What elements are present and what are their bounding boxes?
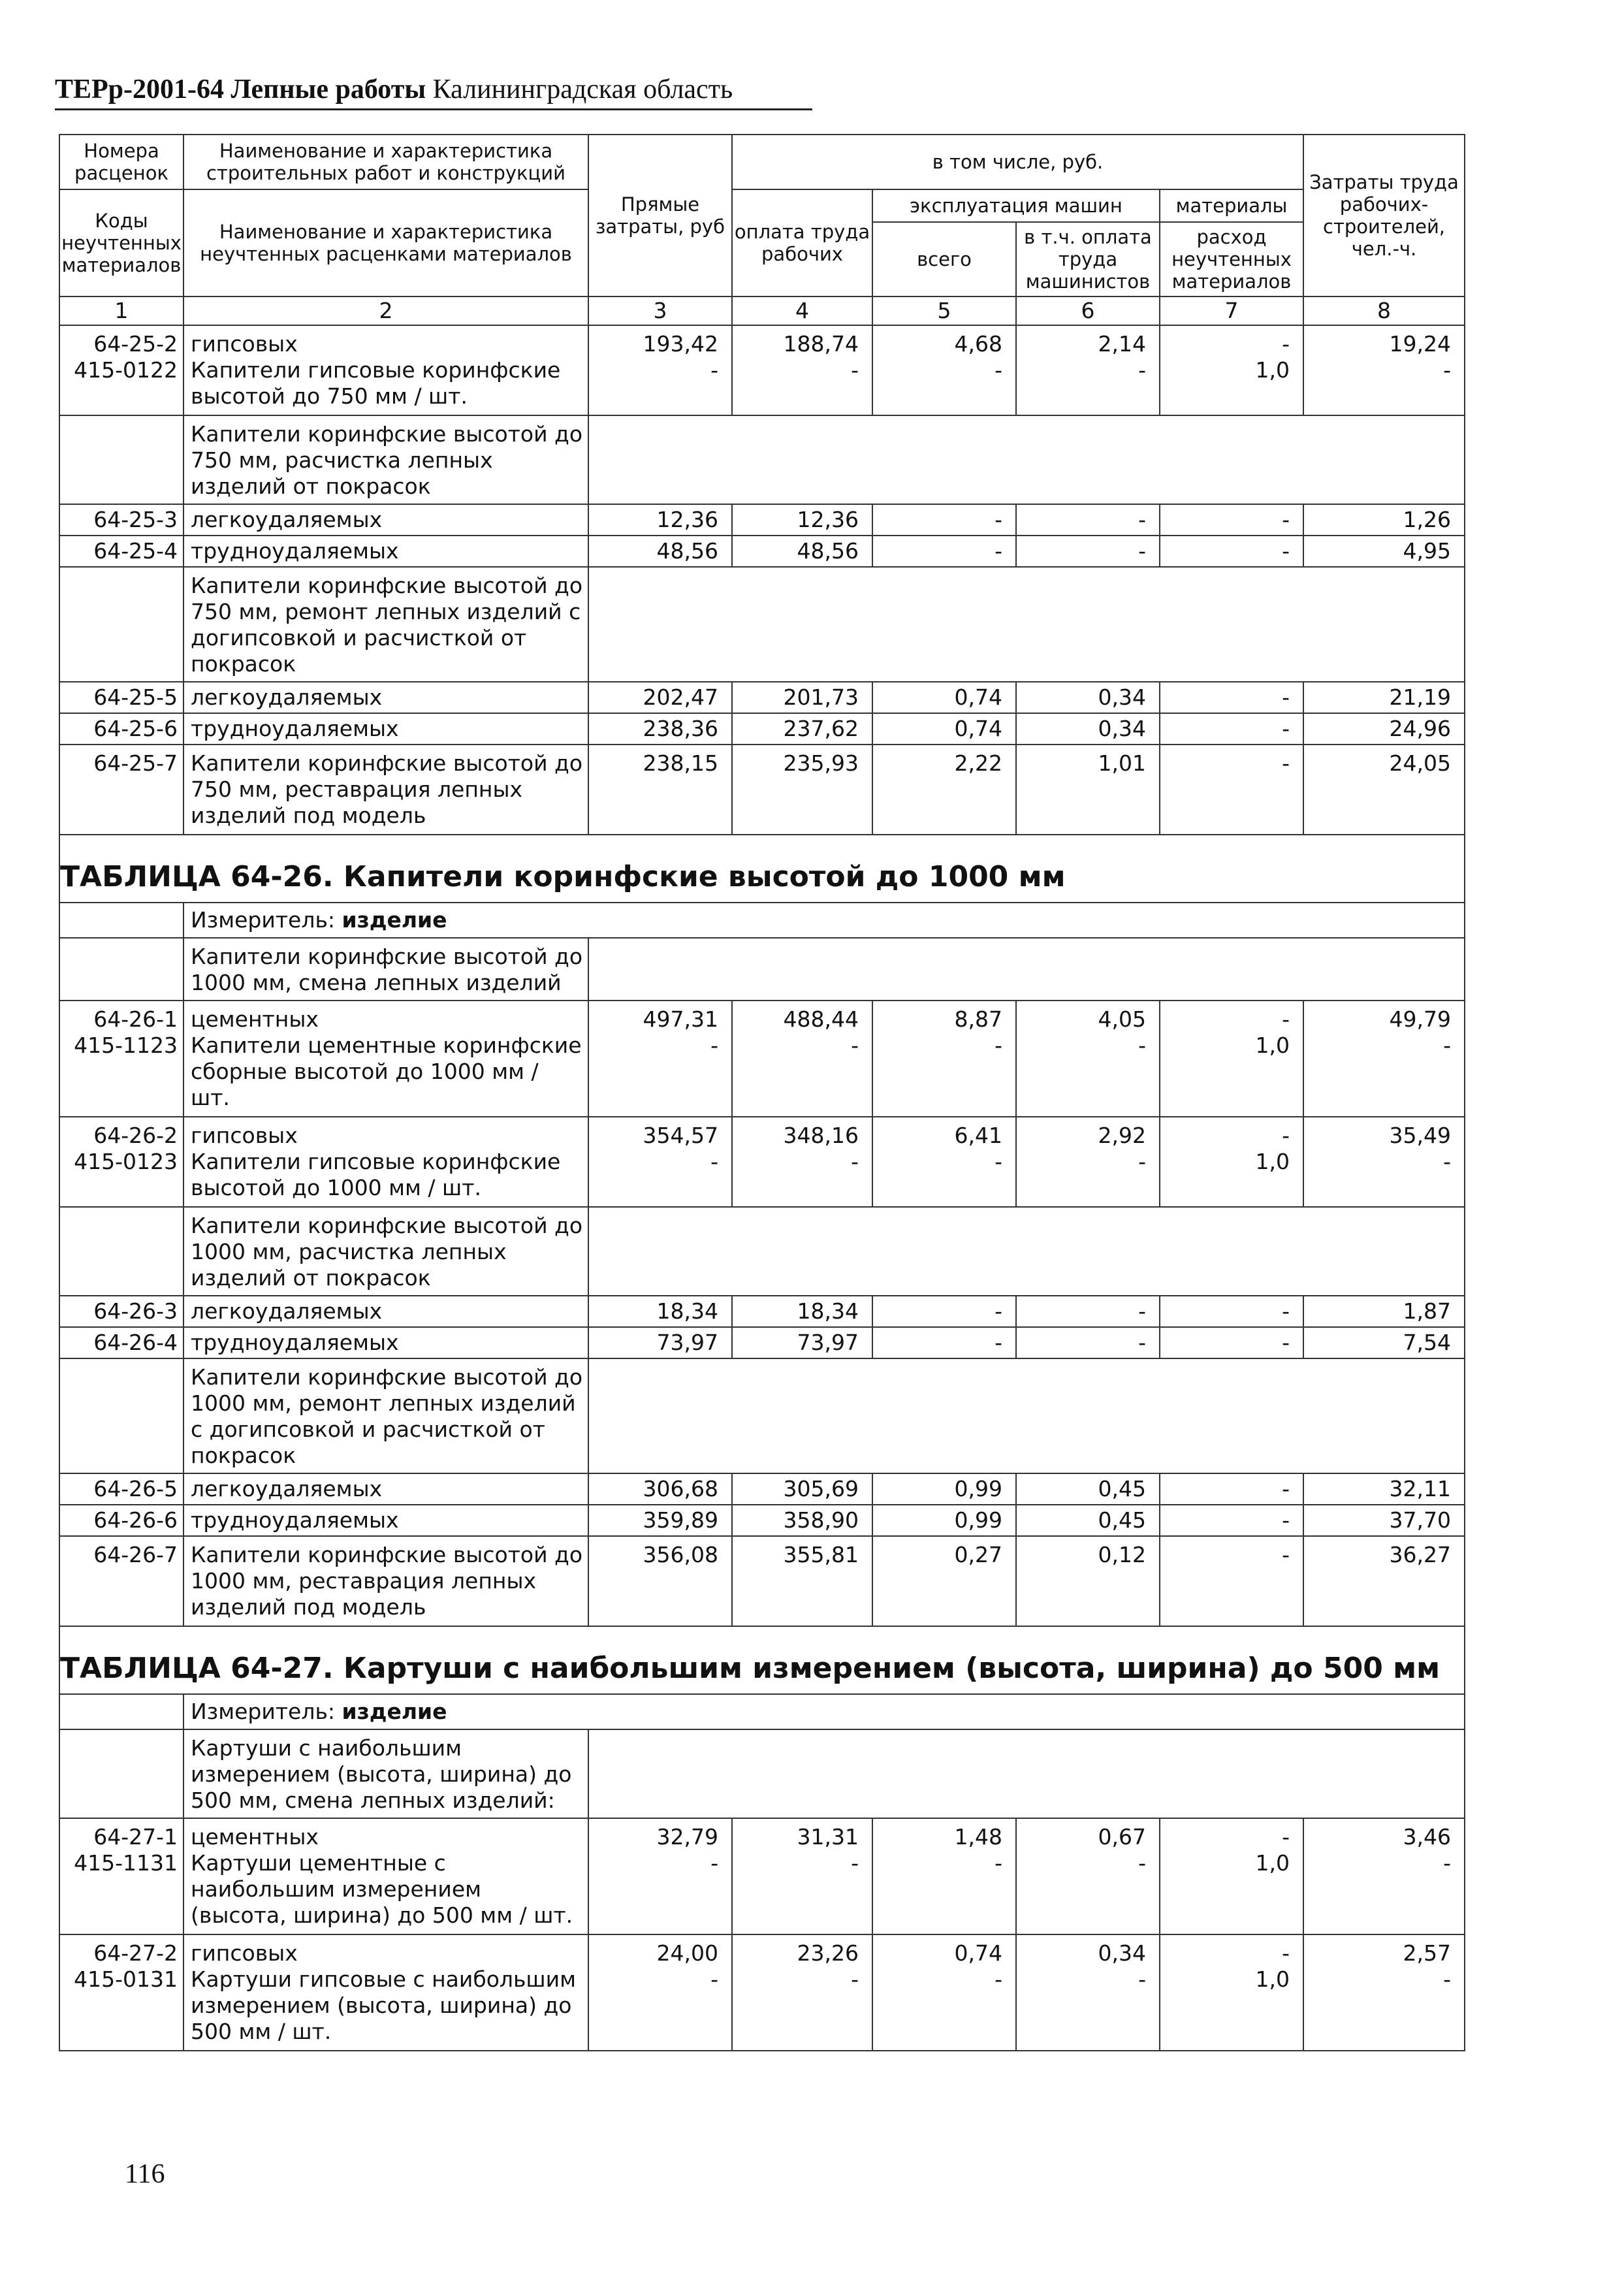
labor-costs: 35,49 — [1303, 1117, 1465, 1149]
table-row — [59, 1296, 1465, 1327]
machinist-pay: 2,14 — [1016, 325, 1160, 357]
labor-costs: 32,11 — [1303, 1473, 1465, 1505]
table-row — [59, 1505, 1465, 1536]
col-num-8: 8 — [1303, 297, 1465, 325]
direct-costs: - — [588, 1149, 732, 1207]
region-name: Калининградская область — [432, 74, 733, 104]
machinist-pay: 0,45 — [1016, 1505, 1160, 1536]
machinist-pay: - — [1016, 1033, 1160, 1117]
table-title-row — [59, 835, 1465, 903]
worker-pay: 73,97 — [732, 1327, 872, 1358]
worker-pay: 188,74 — [732, 325, 872, 357]
hdr-rate-numbers: Номера расценок — [59, 135, 183, 189]
worker-pay: 201,73 — [732, 682, 872, 713]
direct-costs: 354,57 — [588, 1117, 732, 1149]
labor-costs: 49,79 — [1303, 1001, 1465, 1033]
direct-costs: - — [588, 1850, 732, 1934]
hdr-worker-pay: оплата труда рабочих — [732, 189, 872, 297]
rate-code: 64-25-6 — [59, 713, 183, 745]
labor-costs: - — [1303, 1850, 1465, 1934]
table-row — [59, 1934, 1465, 1966]
rate-code: 64-26-4 — [59, 1327, 183, 1358]
material-consumption: - — [1160, 1536, 1303, 1626]
group-heading: Капители коринфские высотой до 750 мм, ремонт лепных изделий с догипсовкой и расчисткой от покрасок — [183, 567, 588, 682]
labor-costs: 21,19 — [1303, 682, 1465, 713]
measure-value: изделие — [342, 1699, 447, 1724]
measure-label: Измеритель: — [191, 1699, 336, 1724]
worker-pay: 237,62 — [732, 713, 872, 745]
material-consumption: - — [1160, 325, 1303, 357]
machines-total: - — [872, 504, 1016, 536]
worker-pay: 235,93 — [732, 745, 872, 835]
group-heading-row — [59, 1358, 1465, 1473]
rate-code: 64-26-3 — [59, 1296, 183, 1327]
work-name: гипсовых — [183, 325, 588, 357]
machinist-pay: 2,92 — [1016, 1117, 1160, 1149]
col-num-6: 6 — [1016, 297, 1160, 325]
machines-total: 0,74 — [872, 713, 1016, 745]
work-name: гипсовых — [183, 1117, 588, 1149]
material-consumption: 1,0 — [1160, 357, 1303, 415]
work-name: Капители коринфские высотой до 1000 мм, реставрация лепных изделий под модель — [183, 1536, 588, 1626]
table-row — [59, 357, 1465, 415]
table-row — [59, 1850, 1465, 1934]
rate-code: 64-25-3 — [59, 504, 183, 536]
col-num-7: 7 — [1160, 297, 1303, 325]
labor-costs: 1,26 — [1303, 504, 1465, 536]
worker-pay: - — [732, 357, 872, 415]
group-heading-row — [59, 567, 1465, 682]
hdr-machinist-pay: в т.ч. оплата труда машинистов — [1016, 222, 1160, 297]
work-name: трудноудаляемых — [183, 1327, 588, 1358]
machines-total: - — [872, 1149, 1016, 1207]
machines-total: 6,41 — [872, 1117, 1016, 1149]
hdr-including: в том числе, руб. — [732, 135, 1303, 189]
direct-costs: 238,15 — [588, 745, 732, 835]
worker-pay: 18,34 — [732, 1296, 872, 1327]
labor-costs: 24,96 — [1303, 713, 1465, 745]
labor-costs: 3,46 — [1303, 1818, 1465, 1850]
machines-total: - — [872, 1850, 1016, 1934]
direct-costs: 193,42 — [588, 325, 732, 357]
hdr-work-name: Наименование и характеристика строительных работ и конструкций — [183, 135, 588, 189]
rate-code: 64-26-2 — [59, 1117, 183, 1149]
direct-costs: - — [588, 1033, 732, 1117]
machines-total: - — [872, 1033, 1016, 1117]
labor-costs: - — [1303, 1033, 1465, 1117]
machinist-pay: 0,67 — [1016, 1818, 1160, 1850]
material-code: 415-0123 — [59, 1149, 183, 1207]
table-row — [59, 1033, 1465, 1117]
material-code: 415-1131 — [59, 1850, 183, 1934]
table-row — [59, 536, 1465, 567]
machines-total: - — [872, 1327, 1016, 1358]
group-heading: Капители коринфские высотой до 1000 мм, смена лепных изделий — [183, 938, 588, 1001]
worker-pay: 358,90 — [732, 1505, 872, 1536]
col-num-1: 1 — [59, 297, 183, 325]
worker-pay: 31,31 — [732, 1818, 872, 1850]
direct-costs: 238,36 — [588, 713, 732, 745]
direct-costs: 48,56 — [588, 536, 732, 567]
col-num-5: 5 — [872, 297, 1016, 325]
table-row — [59, 1117, 1465, 1149]
table-row — [59, 1818, 1465, 1850]
machines-total: 1,48 — [872, 1818, 1016, 1850]
worker-pay: - — [732, 1149, 872, 1207]
page-number: 116 — [125, 2159, 165, 2189]
machines-total: - — [872, 1296, 1016, 1327]
group-heading-row — [59, 415, 1465, 504]
labor-costs: 24,05 — [1303, 745, 1465, 835]
document-code: ТЕРр-2001-64 Лепные работы — [55, 74, 426, 104]
material-name: Картуши цементные с наибольшим измерением (высота, ширина) до 500 мм / шт. — [183, 1850, 588, 1934]
group-heading-row — [59, 938, 1465, 1001]
table-row — [59, 1327, 1465, 1358]
rate-code: 64-27-1 — [59, 1818, 183, 1850]
labor-costs: 2,57 — [1303, 1934, 1465, 1966]
direct-costs: 202,47 — [588, 682, 732, 713]
measure-value: изделие — [342, 907, 447, 933]
machinist-pay: - — [1016, 1966, 1160, 2051]
machines-total: 4,68 — [872, 325, 1016, 357]
group-heading-row — [59, 1207, 1465, 1296]
rate-code: 64-25-5 — [59, 682, 183, 713]
direct-costs: 359,89 — [588, 1505, 732, 1536]
machines-total: 0,99 — [872, 1473, 1016, 1505]
direct-costs: 32,79 — [588, 1818, 732, 1850]
hdr-labor-costs: Затраты труда рабочих-строителей, чел.-ч. — [1303, 135, 1465, 297]
worker-pay: 23,26 — [732, 1934, 872, 1966]
machinist-pay: 0,12 — [1016, 1536, 1160, 1626]
table-row — [59, 1001, 1465, 1033]
material-consumption: - — [1160, 536, 1303, 567]
direct-costs: 306,68 — [588, 1473, 732, 1505]
labor-costs: - — [1303, 357, 1465, 415]
material-consumption: - — [1160, 1934, 1303, 1966]
labor-costs: 37,70 — [1303, 1505, 1465, 1536]
material-code: 415-0131 — [59, 1966, 183, 2051]
title-underline — [55, 108, 812, 110]
hdr-direct-costs: Прямые затраты, руб — [588, 135, 732, 297]
machinist-pay: 4,05 — [1016, 1001, 1160, 1033]
rate-code: 64-26-5 — [59, 1473, 183, 1505]
work-name: легкоудаляемых — [183, 504, 588, 536]
material-consumption: - — [1160, 1327, 1303, 1358]
machines-total: 8,87 — [872, 1001, 1016, 1033]
machinist-pay: - — [1016, 1149, 1160, 1207]
machinist-pay: 0,34 — [1016, 713, 1160, 745]
labor-costs: 19,24 — [1303, 325, 1465, 357]
labor-costs: 36,27 — [1303, 1536, 1465, 1626]
work-name: гипсовых — [183, 1934, 588, 1966]
rate-code: 64-25-7 — [59, 745, 183, 835]
hdr-materials: материалы — [1160, 189, 1303, 222]
meter-row — [59, 1694, 1465, 1729]
machinist-pay: 1,01 — [1016, 745, 1160, 835]
machinist-pay: - — [1016, 504, 1160, 536]
direct-costs: 356,08 — [588, 1536, 732, 1626]
rate-code: 64-25-2 — [59, 325, 183, 357]
worker-pay: 305,69 — [732, 1473, 872, 1505]
measure-unit — [183, 1694, 1465, 1729]
rate-code: 64-25-4 — [59, 536, 183, 567]
machinist-pay: - — [1016, 357, 1160, 415]
machines-total: 0,27 — [872, 1536, 1016, 1626]
material-code: 415-1123 — [59, 1033, 183, 1117]
material-consumption: - — [1160, 682, 1303, 713]
material-consumption: - — [1160, 1818, 1303, 1850]
material-consumption: - — [1160, 713, 1303, 745]
worker-pay: 12,36 — [732, 504, 872, 536]
table-row — [59, 713, 1465, 745]
machines-total: 0,99 — [872, 1505, 1016, 1536]
hdr-material-consumption: расход неучтенных материалов — [1160, 222, 1303, 297]
work-name: цементных — [183, 1818, 588, 1850]
hdr-material-codes: Коды неучтенных материалов — [59, 189, 183, 297]
page-title — [55, 71, 733, 108]
hdr-material-name: Наименование и характеристика неучтенных расценками материалов — [183, 189, 588, 297]
machinist-pay: - — [1016, 536, 1160, 567]
machinist-pay: 0,34 — [1016, 1934, 1160, 1966]
material-name: Капители гипсовые коринфские высотой до 1000 мм / шт. — [183, 1149, 588, 1207]
hdr-machine-operation: эксплуатация машин — [872, 189, 1160, 222]
table-row — [59, 745, 1465, 835]
direct-costs: 73,97 — [588, 1327, 732, 1358]
material-consumption: 1,0 — [1160, 1966, 1303, 2051]
material-consumption: - — [1160, 745, 1303, 835]
worker-pay: 348,16 — [732, 1117, 872, 1149]
direct-costs: 18,34 — [588, 1296, 732, 1327]
col-num-4: 4 — [732, 297, 872, 325]
measure-label: Измеритель: — [191, 907, 336, 933]
machinist-pay: 0,34 — [1016, 682, 1160, 713]
machines-total: 0,74 — [872, 682, 1016, 713]
direct-costs: - — [588, 1966, 732, 2051]
work-name: легкоудаляемых — [183, 682, 588, 713]
price-norms-table — [59, 134, 1465, 2051]
work-name: трудноудаляемых — [183, 713, 588, 745]
table-row — [59, 325, 1465, 357]
table-64-27-title: ТАБЛИЦА 64-27. Картуши с наибольшим измерением (высота, ширина) до 500 мм — [59, 1626, 1465, 1694]
machinist-pay: - — [1016, 1850, 1160, 1934]
worker-pay: 355,81 — [732, 1536, 872, 1626]
material-code: 415-0122 — [59, 357, 183, 415]
material-consumption: 1,0 — [1160, 1149, 1303, 1207]
table-row — [59, 1149, 1465, 1207]
material-consumption: - — [1160, 1473, 1303, 1505]
direct-costs: 497,31 — [588, 1001, 732, 1033]
header-row-1 — [59, 135, 1465, 189]
material-consumption: - — [1160, 504, 1303, 536]
work-name: цементных — [183, 1001, 588, 1033]
table-row — [59, 1966, 1465, 2051]
material-name: Капители гипсовые коринфские высотой до 750 мм / шт. — [183, 357, 588, 415]
material-consumption: - — [1160, 1001, 1303, 1033]
work-name: трудноудаляемых — [183, 1505, 588, 1536]
column-numbers-row — [59, 297, 1465, 325]
material-name: Капители цементные коринфские сборные высотой до 1000 мм / шт. — [183, 1033, 588, 1117]
col-num-2: 2 — [183, 297, 588, 325]
machinist-pay: - — [1016, 1327, 1160, 1358]
worker-pay: - — [732, 1850, 872, 1934]
labor-costs: 4,95 — [1303, 536, 1465, 567]
direct-costs: - — [588, 357, 732, 415]
work-name: легкоудаляемых — [183, 1473, 588, 1505]
rate-code: 64-27-2 — [59, 1934, 183, 1966]
labor-costs: - — [1303, 1149, 1465, 1207]
group-heading: Капители коринфские высотой до 1000 мм, ремонт лепных изделий с догипсовкой и расчисткой от покрасок — [183, 1358, 588, 1473]
table-title-row — [59, 1626, 1465, 1694]
material-consumption: - — [1160, 1117, 1303, 1149]
table-row — [59, 682, 1465, 713]
group-heading: Капители коринфские высотой до 750 мм, расчистка лепных изделий от покрасок — [183, 415, 588, 504]
material-name: Картуши гипсовые с наибольшим измерением (высота, ширина) до 500 мм / шт. — [183, 1966, 588, 2051]
material-consumption: 1,0 — [1160, 1033, 1303, 1117]
header-row-2 — [59, 189, 1465, 222]
machinist-pay: - — [1016, 1296, 1160, 1327]
direct-costs: 24,00 — [588, 1934, 732, 1966]
labor-costs: 7,54 — [1303, 1327, 1465, 1358]
rate-code: 64-26-7 — [59, 1536, 183, 1626]
material-consumption: 1,0 — [1160, 1850, 1303, 1934]
material-consumption: - — [1160, 1505, 1303, 1536]
labor-costs: 1,87 — [1303, 1296, 1465, 1327]
work-name: легкоудаляемых — [183, 1296, 588, 1327]
meter-row — [59, 903, 1465, 938]
table-row — [59, 1536, 1465, 1626]
worker-pay: 48,56 — [732, 536, 872, 567]
machines-total: - — [872, 536, 1016, 567]
rate-code: 64-26-1 — [59, 1001, 183, 1033]
table-row — [59, 504, 1465, 536]
machines-total: - — [872, 357, 1016, 415]
worker-pay: - — [732, 1966, 872, 2051]
rate-code: 64-26-6 — [59, 1505, 183, 1536]
machines-total: - — [872, 1966, 1016, 2051]
worker-pay: 488,44 — [732, 1001, 872, 1033]
labor-costs: - — [1303, 1966, 1465, 2051]
direct-costs: 12,36 — [588, 504, 732, 536]
machines-total: 2,22 — [872, 745, 1016, 835]
table-row — [59, 1473, 1465, 1505]
col-num-3: 3 — [588, 297, 732, 325]
measure-unit — [183, 903, 1465, 938]
hdr-machines-total: всего — [872, 222, 1016, 297]
worker-pay: - — [732, 1033, 872, 1117]
group-heading: Капители коринфские высотой до 1000 мм, расчистка лепных изделий от покрасок — [183, 1207, 588, 1296]
work-name: Капители коринфские высотой до 750 мм, реставрация лепных изделий под модель — [183, 745, 588, 835]
group-heading: Картуши с наибольшим измерением (высота, ширина) до 500 мм, смена лепных изделий: — [183, 1729, 588, 1818]
work-name: трудноудаляемых — [183, 536, 588, 567]
machines-total: 0,74 — [872, 1934, 1016, 1966]
material-consumption: - — [1160, 1296, 1303, 1327]
table-64-26-title: ТАБЛИЦА 64-26. Капители коринфские высотой до 1000 мм — [59, 835, 1465, 903]
group-heading-row — [59, 1729, 1465, 1818]
machinist-pay: 0,45 — [1016, 1473, 1160, 1505]
